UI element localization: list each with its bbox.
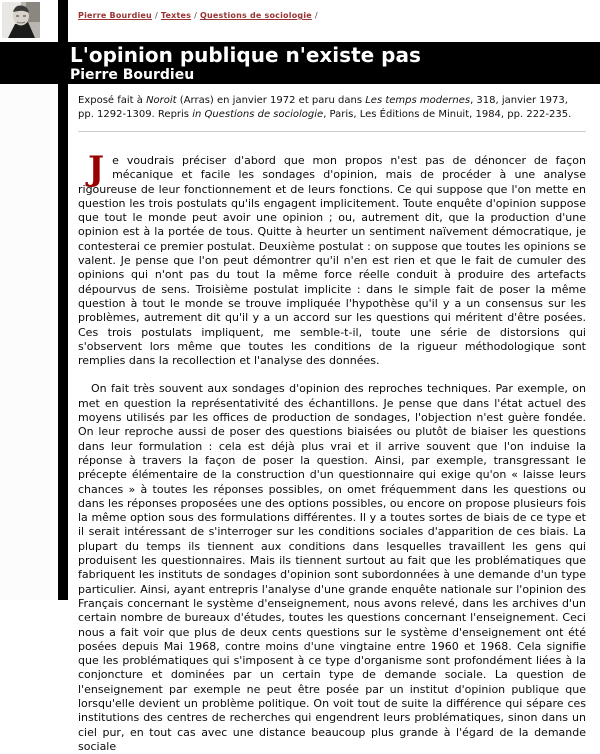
top-band [0,0,600,42]
bourdieu-portrait-photo[interactable] [2,2,40,38]
vertical-divider-bar [58,0,68,600]
breadcrumb [78,11,321,20]
title-banner [0,42,600,84]
breadcrumb-link-questions-de-sociologie[interactable]: Questions de sociologie [199,11,312,20]
breadcrumb-link-textes[interactable]: Textes [160,11,192,20]
breadcrumb-link-pierre-bourdieu[interactable]: Pierre Bourdieu [78,11,152,20]
paragraph-2: On fait très souvent aux sondages d'opinion des reproches techniques. Par exemple, on met en question la représentativité des échantillons. Je pense que dans l'état actuel des moyens utilisés par les offices de production de sondages, l'objection n'est guère fondée. On leur reproche aussi de poser des questions biaisées ou plutôt de biaiser les questions dans leur formulation : cela est déjà plus vrai et il arrive souvent que l'on induise la réponse à travers la façon de poser la question. Ainsi, par exemple, transgressant le précepte élémentaire de la construction d'un questionnaire qui exige qu'on « laisse leurs chances » à toutes les réponses possibles, on omet fréquemment dans les questions ou dans les réponses proposées une des options possibles, ou encore on propose plusieurs fois la même option sous des formulations différentes. Il y a toutes sortes de biais de ce type et il serait intéressant de s'interroger sur les conditions sociales d'apparition de ces biais. La plupart du temps ils tiennent aux conditions dans lesquelles travaillent les gens qui produisent les questionnaires. Mais ils tiennent surtout au fait que les problématiques que fabriquent les instituts de sondages d'opinion sont subordonnées à une demande d'un type particulier. Ainsi, ayant entrepris l'analyse d'une grande enquête nationale sur l'opinion des Français concernant le système d'enseignement, nous avons relevé, dans les archives d'un certain nombre de bureaux d'études, toutes les questions concernant l'enseignement. Ceci nous a fait voir que plus de deux cents questions sur le système d'enseignement ont été posées depuis Mai 1968, contre moins d'une vingtaine entre 1960 et 1968. Cela signifie que les problématiques qui s'imposent à ce type d'organisme sont profondément liées à la conjoncture et dominées par un certain type de demande sociale. La question de l'enseignement par exemple ne peut être posée par un institut d'opinion publique que lorsqu'elle devient un problème politique. On voit tout de suite la différence qui sépare ces institutions des centres de recherches qui engendrent leurs problématiques, sinon dans un ciel pur, en tout cas avec une distance beaucoup plus grande à l'égard de la demande sociale [78,382,586,753]
page-author: Pierre Bourdieu [70,67,195,83]
article-body [78,149,586,754]
citation-note: Exposé fait à Noroit (Arras) en janvier 1972 et paru dans Les temps modernes, 318, janvier 1973, pp. 1292-1309. Repris in Questions de sociologie, Paris, Les Éditions de Minuit, 1984, pp. 222-235. [78,94,586,132]
portrait-image [2,2,40,38]
dropcap-letter: J [88,149,105,189]
breadcrumb-separator: / [314,11,318,20]
left-margin-column [0,84,58,600]
paragraph-1-text: e voudrais préciser d'abord que mon propos n'est pas de dénoncer de façon mécanique et facile les sondages d'opinion, mais de procéder à une analyse rigoureuse de leur fonctionnement et de leurs fonctions. Ce qui suppose que l'on mette en question les trois postulats qu'ils engagent implicitement. Toute enquête d'opinion suppose que tout le monde peut avoir une opinion ; ou, autrement dit, que la production d'une opinion est à la portée de tous. Quitte à heurter un sentiment naïvement démocratique, je contesterai ce premier postulat. Deuxième postulat : on suppose que toutes les opinions se valent. Je pense que l'on peut démontrer qu'il n'en est rien et que le fait de cumuler des opinions qui n'ont pas du tout la même force réelle conduit à produire des artefacts dépourvus de sens. Troisième postulat implicite : dans le simple fait de poser la même question à tout le monde se trouve impliquée l'hypothèse qu'il y a un consensus sur les problèmes, autrement dit qu'il y a un accord sur les questions qui méritent d'être posées. Ces trois postulats impliquent, me semble-t-il, toute une série de distorsions qui s'observent lors même que toutes les conditions de la rigueur méthodologique sont remplies dans la recollection et l'analyse des données. [78,154,586,368]
paragraph-1 [78,149,586,368]
breadcrumb-separator: / [154,11,158,20]
breadcrumb-separator: / [194,11,197,20]
article-content [68,84,600,753]
page-title: L'opinion publique n'existe pas [70,43,421,67]
